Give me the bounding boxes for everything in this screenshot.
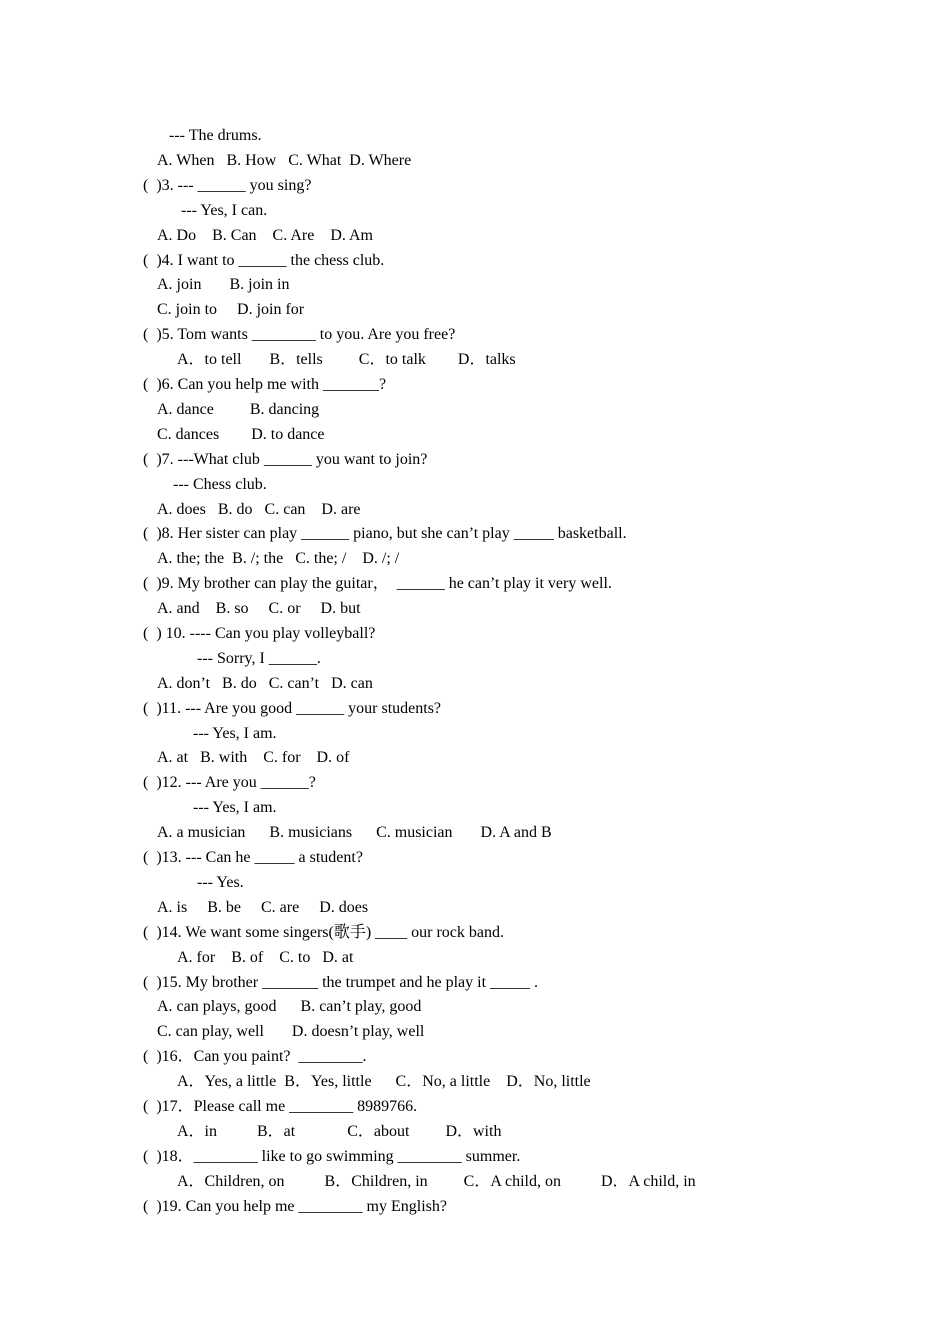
line-26: A. at B. with C. for D. of [157,749,350,766]
line-18: A. the; the B. /; the C. the; / D. /; / [157,550,400,567]
line-17: ( )8. Her sister can play ______ piano, but she can’t play _____ basketball. [143,525,627,542]
line-10: A．to tell B．tells C．to talk D．talks [177,351,516,368]
line-2: A. When B. How C. What D. Where [157,152,412,169]
line-34: A. for B. of C. to D. at [177,949,354,966]
line-30: ( )13. --- Can he _____ a student? [143,849,363,866]
line-27: ( )12. --- Are you ______? [143,774,316,791]
line-38: ( )16．Can you paint? ________. [143,1048,367,1065]
line-37: C. can play, well D. doesn’t play, well [157,1023,425,1040]
line-1: --- The drums. [169,127,262,144]
line-28: --- Yes, I am. [193,799,277,816]
line-35: ( )15. My brother _______ the trumpet and he play it _____ . [143,974,539,991]
line-44: ( )19. Can you help me ________ my English? [143,1198,447,1215]
line-24: ( )11. --- Are you good ______ your students? [143,700,442,717]
line-14: ( )7. ---What club ______ you want to join? [143,451,428,468]
line-32: A. is B. be C. are D. does [157,899,369,916]
line-11: ( )6. Can you help me with _______? [143,376,387,393]
line-16: A. does B. do C. can D. are [157,501,361,518]
line-8: C. join to D. join for [157,301,305,318]
line-7: A. join B. join in [157,276,290,293]
line-9: ( )5. Tom wants ________ to you. Are you free? [143,326,456,343]
line-36: A. can plays, good B. can’t play, good [157,998,422,1015]
line-23: A. don’t B. do C. can’t D. can [157,675,373,692]
line-13: C. dances D. to dance [157,426,325,443]
line-42: ( )18．________ like to go swimming ________ summer. [143,1148,521,1165]
line-25: --- Yes, I am. [193,725,277,742]
line-22: --- Sorry, I ______. [197,650,321,667]
line-20: A. and B. so C. or D. but [157,600,361,617]
line-39: A．Yes, a little B．Yes, little C．No, a little D．No, little [177,1073,591,1090]
line-3: ( )3. --- ______ you sing? [143,177,312,194]
line-4: --- Yes, I can. [181,202,268,219]
line-15: --- Chess club. [173,476,267,493]
line-12: A. dance B. dancing [157,401,320,418]
line-19: ( )9. My brother can play the guitar， ______ he can’t play it very well. [143,575,612,592]
line-33: ( )14. We want some singers(歌手) ____ our rock band. [143,924,505,941]
line-40: ( )17．Please call me ________ 8989766. [143,1098,418,1115]
line-5: A. Do B. Can C. Are D. Am [157,227,373,244]
line-31: --- Yes. [197,874,244,891]
line-43: A．Children, on B．Children, in C．A child, on D．A child, in [177,1173,696,1190]
line-6: ( )4. I want to ______ the chess club. [143,252,385,269]
line-21: ( ) 10. ---- Can you play volleyball? [143,625,376,642]
line-41: A．in B．at C．about D．with [177,1123,502,1140]
line-29: A. a musician B. musicians C. musician D. A and B [157,824,552,841]
